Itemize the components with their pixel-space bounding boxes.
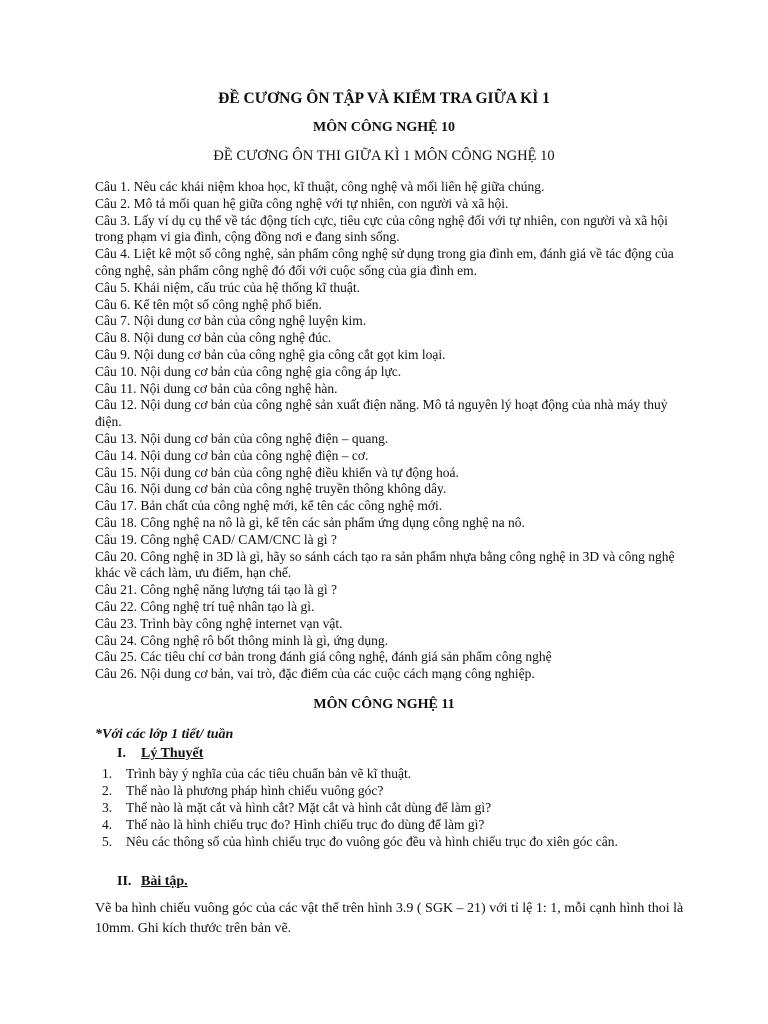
theory-item xyxy=(102,816,692,833)
theory-item-text: Nêu các thông số của hình chiếu trục đo vuông góc đều và hình chiếu trục đo xiên góc cân. xyxy=(126,834,618,849)
exercise-numeral: II. xyxy=(117,874,132,889)
question-item: Câu 8. Nội dung cơ bản của công nghệ đúc. xyxy=(95,330,332,346)
theory-item-number: 4. xyxy=(102,817,113,832)
theory-item-number: 1. xyxy=(102,766,113,781)
exercise-text: Vẽ ba hình chiếu vuông góc của các vật thể trên hình 3.9 ( SGK – 21) với tỉ lệ 1: 1, mỗi cạnh hình thoi là 10mm. Ghi kích thước trên bản vẽ. xyxy=(95,901,684,936)
question-item: Câu 16. Nội dung cơ bản của công nghệ truyền thông không dây. xyxy=(95,481,447,497)
theory-item-text: Thế nào là hình chiếu trục đo? Hình chiếu trục đo dùng để làm gì? xyxy=(126,817,485,832)
question-item: Câu 20. Công nghệ in 3D là gì, hãy so sánh cách tạo ra sản phẩm nhựa bằng công nghệ in 3D và công nghệ khác về cách làm, ưu điểm, hạn chế. xyxy=(95,548,675,581)
question-item: Câu 2. Mô tả mối quan hệ giữa công nghệ với tự nhiên, con người và xã hội. xyxy=(95,195,509,211)
document-title: ĐỀ CƯƠNG ÔN TẬP VÀ KIỂM TRA GIỮA KÌ 1 xyxy=(218,90,550,107)
section-11-heading: MÔN CÔNG NGHỆ 11 xyxy=(313,697,455,712)
question-item: Câu 1. Nêu các khái niệm khoa học, kĩ thuật, công nghệ và mối liên hệ giữa chúng. xyxy=(95,179,545,194)
question-item: Câu 5. Khái niệm, cấu trúc của hệ thống kĩ thuật. xyxy=(95,279,361,295)
question-list xyxy=(95,179,695,683)
question-item: Câu 17. Bản chất của công nghệ mới, kể tên các công nghệ mới. xyxy=(95,498,443,514)
question-item: Câu 26. Nội dung cơ bản, vai trò, đặc điểm của các cuộc cách mạng công nghiệp. xyxy=(95,666,535,682)
question-item: Câu 4. Liệt kê một số công nghệ, sản phẩm công nghệ sử dụng trong gia đình em, đánh giá về tác động của công nghệ, sản phẩm công nghệ đó đối với cuộc sống của gia đình em. xyxy=(95,246,674,278)
theory-heading xyxy=(117,746,203,762)
theory-item-text: Thế nào là phương pháp hình chiếu vuông góc? xyxy=(126,783,384,798)
theory-label: Lý Thuyết xyxy=(141,746,204,761)
theory-item-text: Trình bày ý nghĩa của các tiêu chuẩn bản vẽ kĩ thuật. xyxy=(126,766,412,781)
question-item: Câu 24. Công nghệ rô bốt thông minh là gì, ứng dụng. xyxy=(95,632,389,648)
section-10-heading: MÔN CÔNG NGHỆ 10 xyxy=(313,120,455,135)
question-item: Câu 13. Nội dung cơ bản của công nghệ điện – quang. xyxy=(95,430,389,446)
question-item: Câu 14. Nội dung cơ bản của công nghệ điện – cơ. xyxy=(95,447,369,463)
question-item: Câu 10. Nội dung cơ bản của công nghệ gia công áp lực. xyxy=(95,363,402,379)
theory-item-number: 5. xyxy=(102,834,113,849)
theory-item xyxy=(102,833,692,850)
question-item: Câu 6. Kể tên một số công nghệ phổ biến. xyxy=(95,296,322,312)
question-item: Câu 7. Nội dung cơ bản của công nghệ luyện kim. xyxy=(95,313,367,329)
exercise-heading xyxy=(117,874,188,890)
theory-item-text: Thế nào là mặt cắt và hình cắt? Mặt cắt và hình cắt dùng để làm gì? xyxy=(126,800,492,815)
theory-item xyxy=(102,782,692,799)
question-item: Câu 3. Lấy ví dụ cụ thể về tác động tích cực, tiêu cực của công nghệ đối với tự nhiên, con người và xã hội trong phạm vi gia đình, cộng đồng nơi e đang sinh sống. xyxy=(95,212,668,245)
question-item: Câu 21. Công nghệ năng lượng tái tạo là gì ? xyxy=(95,582,338,598)
theory-item xyxy=(102,765,692,782)
question-item: Câu 12. Nội dung cơ bản của công nghệ sản xuất điện năng. Mô tả nguyên lý hoạt động của nhà máy thuỷ điện. xyxy=(95,397,668,430)
theory-item-number: 3. xyxy=(102,800,113,815)
question-item: Câu 22. Công nghệ trí tuệ nhân tạo là gì. xyxy=(95,598,315,614)
exercise-label: Bài tập. xyxy=(141,874,188,889)
question-item: Câu 15. Nội dung cơ bản của công nghệ điều khiển và tự động hoá. xyxy=(95,464,459,480)
theory-item-number: 2. xyxy=(102,783,113,798)
question-item: Câu 9. Nội dung cơ bản của công nghệ gia công cắt gọt kim loại. xyxy=(95,346,446,362)
theory-numeral: I. xyxy=(117,746,126,761)
theory-item xyxy=(102,799,692,816)
section-10-subheading: ĐỀ CƯƠNG ÔN THI GIỮA KÌ 1 MÔN CÔNG NGHỆ 10 xyxy=(213,148,555,164)
question-item: Câu 19. Công nghệ CAD/ CAM/CNC là gì ? xyxy=(95,531,337,547)
question-item: Câu 11. Nội dung cơ bản của công nghệ hàn. xyxy=(95,380,338,396)
theory-list xyxy=(102,765,692,850)
question-item: Câu 23. Trình bày công nghệ internet vạn vật. xyxy=(95,615,343,631)
question-item: Câu 25. Các tiêu chí cơ bản trong đánh giá công nghệ, đánh giá sản phẩm công nghệ xyxy=(95,649,552,665)
question-item: Câu 18. Công nghệ na nô là gì, kể tên các sản phẩm ứng dụng công nghệ na nô. xyxy=(95,514,525,530)
class-note: *Với các lớp 1 tiết/ tuần xyxy=(95,727,234,742)
